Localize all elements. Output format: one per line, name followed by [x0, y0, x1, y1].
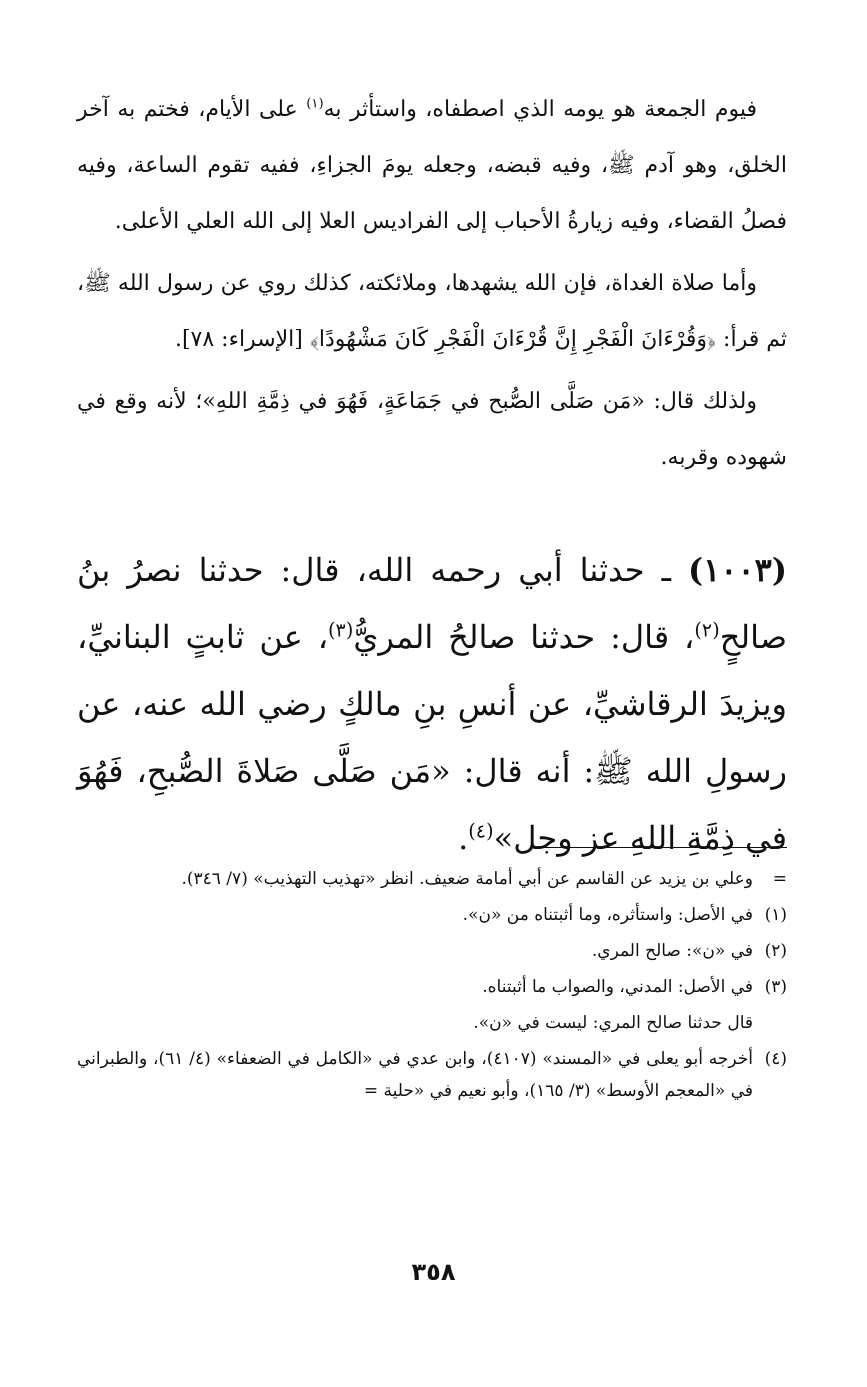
hadith-paragraph [77, 537, 787, 872]
footnote-2 [77, 935, 787, 967]
footnote-3 [77, 971, 787, 1003]
footnote-3-extra: قال حدثنا صالح المري: ليست في «ن». [473, 1013, 753, 1033]
page-number: ٣٥٨ [411, 1258, 456, 1286]
paragraph-1-part-b: على الأيام، فختم به آخر الخلق، وهو آدم ﷺ، وفيه قبضه، وجعله يومَ الجزاءِ، ففيه تقوم الساعة، وفيه فصلُ القضاء، وفيه زيارةُ الأحباب إلى الفراديس العلا إلى الله العلي الأعلى. [77, 97, 787, 234]
paragraph-2: وأما صلاة الغداة، فإن الله يشهدها، وملائكته، كذلك روي عن رسول الله ﷺ، ثم قرأ: ﴿وَقُرْءَانَ الْفَجْرِ إِنَّ قُرْءَانَ الْفَجْرِ كَانَ مَشْهُودًا﴾ [الإسراء: ٧٨]. [77, 271, 787, 352]
footnote-3-text: في الأصل: المدني، والصواب ما أثبتناه. [482, 977, 753, 997]
footnote-ref-3: (٣) [328, 618, 354, 642]
hadith-text-d: . [458, 819, 469, 857]
main-text [77, 82, 787, 492]
hadith-number: (١٠٠٣) [687, 551, 787, 589]
hadith-text-c: ، عن ثابتٍ البنانيِّ، ويزيدَ الرقاشيِّ، عن أنسِ بنِ مالكٍ رضي الله عنه، عن رسولِ الله ﷺ: أنه قال: «مَن صَلَّى صَلاةَ الصُّبحِ، فَهُوَ في ذِمَّةِ اللهِ عز وجل» [77, 618, 788, 857]
continuation-text: وعلي بن يزيد عن القاسم عن أبي أمامة ضعيف. انظر «تهذيب التهذيب» (٧/ ٣٤٦). [181, 869, 753, 889]
footnote-separator [537, 847, 787, 848]
footnote-2-text: في «ن»: صالح المري. [591, 941, 753, 961]
paragraph-3: ولذلك قال: «مَن صَلَّى الصُّبح في جَمَاعَةٍ، فَهُوَ في ذِمَّةِ اللهِ»؛ لأنه وقع في شهوده وقربه. [77, 389, 787, 470]
footnote-ref-4: (٤) [468, 819, 494, 843]
footnote-2-marker: (٢) [764, 941, 787, 961]
footnotes [77, 863, 787, 1107]
footnote-continuation [77, 863, 787, 895]
footnote-4-marker: (٤) [764, 1049, 787, 1069]
continuation-marker: = [772, 869, 787, 889]
hadith-text-b: ، قال: حدثنا صالحُ المريُّ [353, 618, 695, 656]
hadith-text-a: ـ حدثنا أبي رحمه الله، قال: حدثنا نصرُ بنُ صالحٍ [77, 551, 788, 656]
footnote-3-marker: (٣) [764, 977, 787, 997]
footnote-ref-1: (١) [306, 96, 324, 112]
paragraph-1-part-a: فيوم الجمعة هو يومه الذي اصطفاه، واستأثر به [323, 97, 757, 122]
footnote-4-text: أخرجه أبو يعلى في «المسند» (٤١٠٧)، وابن عدي في «الكامل في الضعفاء» (٤/ ٦١)، والطبراني في «المعجم الأوسط» (٣/ ١٦٥)، وأبو نعيم في «حلية = [77, 1049, 753, 1101]
footnote-1-marker: (١) [764, 905, 787, 925]
paragraph-1 [77, 82, 787, 250]
footnote-ref-2: (٢) [694, 618, 720, 642]
footnote-1-text: في الأصل: واستأثره، وما أثبتناه من «ن». [462, 905, 753, 925]
footnote-4 [77, 1043, 787, 1107]
hadith-block [77, 537, 787, 872]
footnote-1 [77, 899, 787, 931]
